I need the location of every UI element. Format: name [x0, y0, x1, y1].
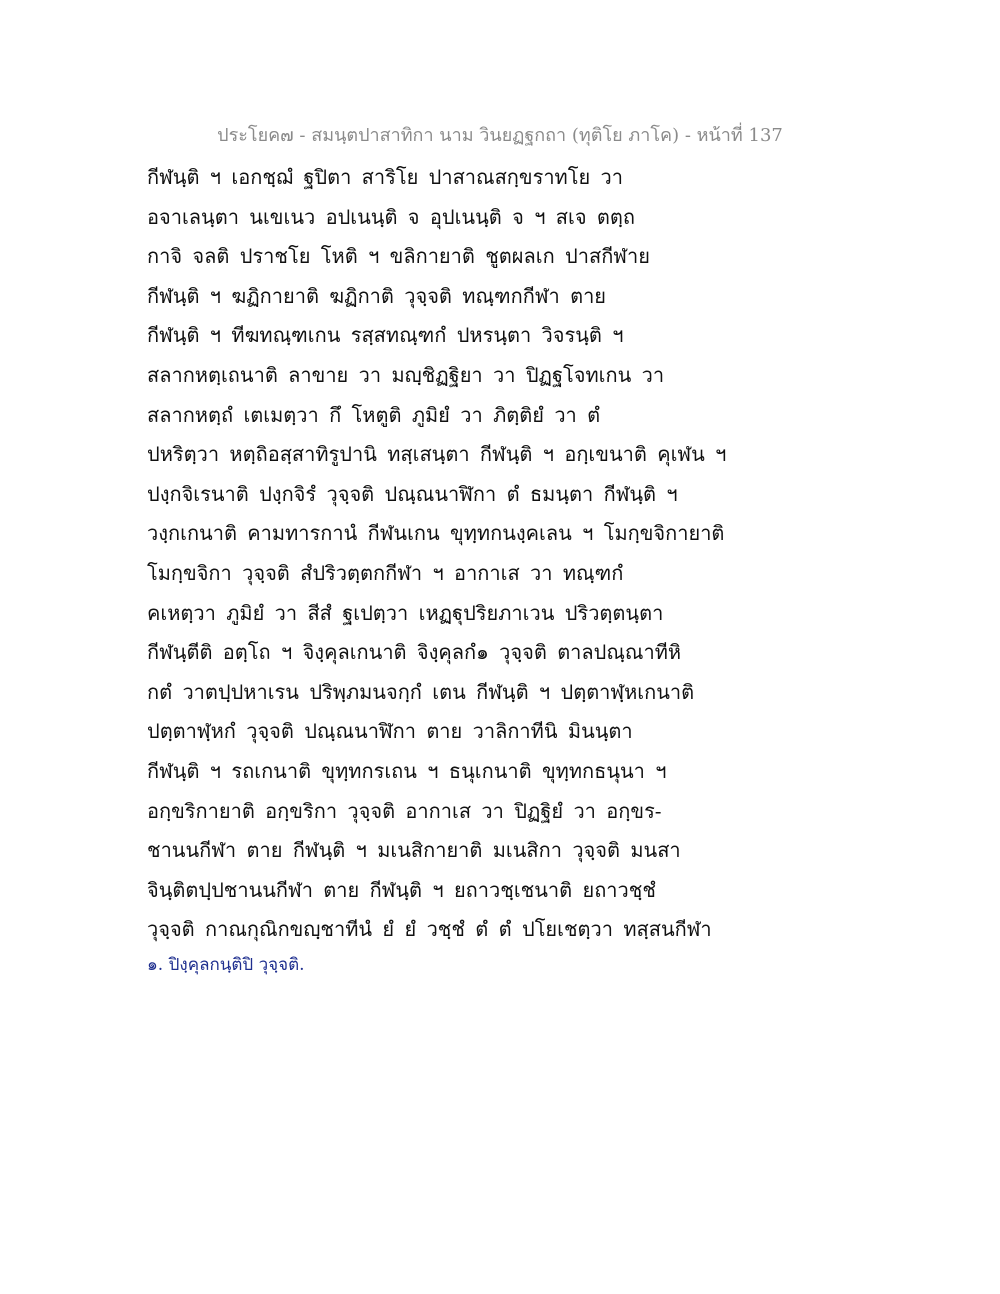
text-line: สลากหตฺถํ เตเมตฺวา กึ โหตูติ ภูมิยํ วา ภิตฺติยํ วา ตํ	[147, 402, 601, 427]
text-line: ปหริตฺวา หตฺถิอสฺสาทิรูปานิ ทสฺเสนฺตา กีฬนฺติ ฯ อกฺเขนาติ คุเฬน ฯ	[147, 442, 727, 467]
text-line: จินฺติตปฺปชานนกีฬา ตาย กีฬนฺติ ฯ ยถาวชฺเชนาติ ยถาวชฺชํ	[147, 877, 656, 902]
page-header: ประโยค๗ - สมนฺตปาสาทิกา นาม วินยฏฐกถา (ทุติโย ภาโค) - หน้าที่ 137	[217, 125, 783, 146]
text-line: วงฺกเกนาติ คามทารกานํ กีฬนเกน ขุทฺทกนงฺคเลน ฯ โมกฺขจิกายาติ	[147, 521, 725, 546]
text-line: กีฬนฺติ ฯ ทีฆทณฺฑเกน รสฺสทณฺฑกํ ปหรนฺตา วิจรนฺติ ฯ	[147, 323, 624, 348]
text-line: กาจิ จลติ ปราชโย โหติ ฯ ขลิกายาติ ชูตผลเก ปาสกีฬาย	[147, 244, 650, 269]
body-text	[147, 158, 867, 950]
text-line: อจาเลนฺตา นเขเนว อปเนนฺติ จ อุปเนนฺติ จ ฯ สเจ ตตฺถ	[147, 204, 635, 229]
text-line: ปงฺกจิเรนาติ ปงฺกจิรํ วุจฺจติ ปณฺณนาฬิกา ตํ ธมนฺตา กีฬนฺติ ฯ	[147, 481, 678, 506]
text-line: ปตฺตาฬฺหกํ วุจฺจติ ปณฺณนาฬิกา ตาย วาลิกาทีนิ มินนฺตา	[147, 719, 633, 744]
text-line: กีฬนฺตีติ อตฺโถ ฯ จิงฺคุลเกนาติ จิงฺคุลกํ๑ วุจฺจติ ตาลปณฺณาทีหิ	[147, 640, 682, 665]
text-line: คเหตฺวา ภูมิยํ วา สีสํ ฐเปตฺวา เหฏฐุปริยภาเวน ปริวตฺตนฺตา	[147, 600, 664, 625]
text-line: วุจฺจติ กาณกุณิกขญฺชาทีนํ ยํ ยํ วชฺชํ ตํ ตํ ปโยเชตฺวา ทสฺสนกีฬา	[147, 917, 712, 942]
text-line: อกฺขริกายาติ อกฺขริกา วุจฺจติ อากาเส วา ปิฏฐิยํ วา อกฺขร-	[147, 798, 662, 823]
text-line: ชานนกีฬา ตาย กีฬนฺติ ฯ มเนสิกายาติ มเนสิกา วุจฺจติ มนสา	[147, 838, 681, 863]
text-line: กีฬนฺติ ฯ รถเกนาติ ขุทฺทกรเถน ฯ ธนุเกนาติ ขุทฺทกธนุนา ฯ	[147, 758, 667, 783]
text-line: โมกฺขจิกา วุจฺจติ สํปริวตฺตกกีฬา ฯ อากาเส วา ทณฺฑกํ	[147, 560, 624, 585]
text-line: สลากหตฺเถนาติ ลาขาย วา มญฺชิฏฐิยา วา ปิฏฐโจทเกน วา	[147, 362, 665, 387]
text-line: กีฬนฺติ ฯ ฆฏิกายาติ ฆฏิกาติ วุจฺจติ ทณฺฑกกีฬา ตาย	[147, 283, 607, 308]
text-line: กตํ วาตปฺปหาเรน ปริพฺภมนจกฺกํ เตน กีฬนฺติ ฯ ปตฺตาฬฺหเกนาติ	[147, 679, 695, 704]
footnote: ๑. ปิงฺคุลกนฺติปิ วุจฺจติ.	[147, 955, 305, 975]
text-line: กีฬนฺติ ฯ เอกชฺฌํ ฐปิตา สาริโย ปาสาณสกฺขราทโย วา	[147, 165, 624, 189]
